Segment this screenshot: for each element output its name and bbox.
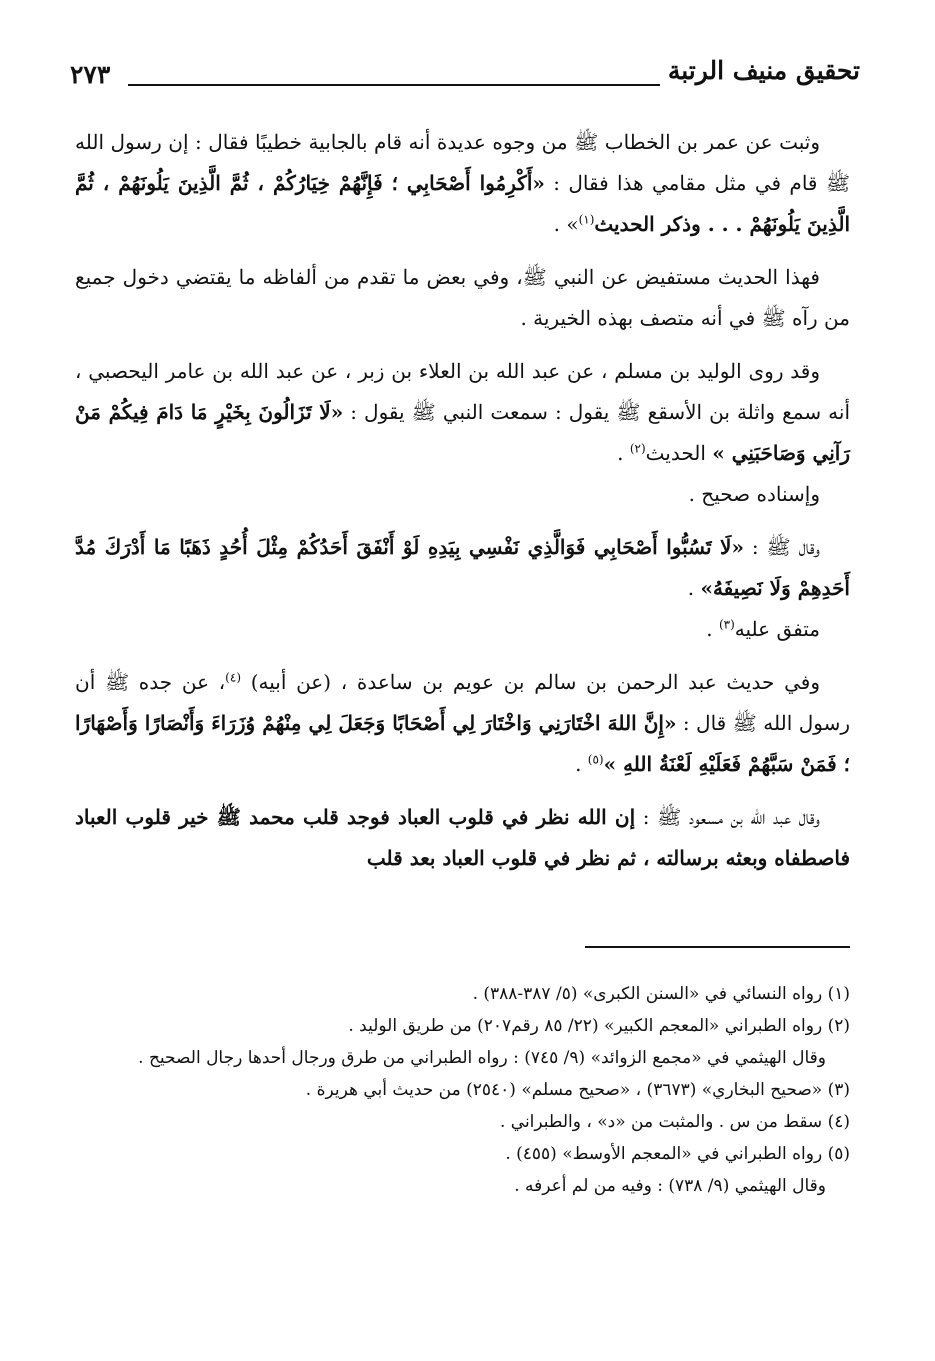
footnote-3: (٣) «صحيح البخاري» (٣٦٧٣) ، «صحيح مسلم» (٢٥٤٠) من حديث أبي هريرة . xyxy=(305,1080,850,1100)
paragraph-mustafid xyxy=(75,257,850,339)
footnote-2-continued: وقال الهيثمي في «مجمع الزوائد» (٩/ ٧٤٥) : رواه الطبراني من طرق ورجال أحدها رجال الصحيح . xyxy=(138,1048,826,1068)
hadith-quote: «إِنَّ اللهَ اخْتَارَنِي وَاخْتَارَ لِي أَصْحَابًا وَجَعَلَ لِي مِنْهُمْ وُزَرَاءَ وَأَنْصَارًا وَأَصْهَارًا ؛ فَمَنْ سَبَّهُمْ فَعَلَيْهِ لَعْنَةُ اللهِ » xyxy=(75,711,850,776)
footnote-2: (٢) رواه الطبراني «المعجم الكبير» (٢٢/ ٨٥ رقم٢٠٧) من طريق الوليد . xyxy=(348,1016,850,1036)
paragraph-text: وقد روى الوليد بن مسلم ، عن عبد الله بن العلاء بن زبر ، عن عبد الله بن عامر اليحصبي ، أنه سمع واثلة بن الأسقع ﷺ يقول : سمعت النبي ﷺ يقول : xyxy=(75,359,850,424)
hadith-quote: «لَا تَزَالُونَ بِخَيْرٍ مَا دَامَ فِيكُمْ مَنْ رَآنِي وَصَاحَبَنِي » xyxy=(75,400,850,465)
main-text xyxy=(75,122,850,891)
footnote-4: (٤) سقط من س . والمثبت من «د» ، والطبراني . xyxy=(499,1112,850,1132)
running-title: تحقيق منيف الرتبة xyxy=(667,56,860,85)
footnote-rule xyxy=(585,946,850,948)
hadith-quote: «أَكْرِمُوا أَصْحَابِي ؛ فَإِنَّهُمْ خِيَارُكُمْ ، ثُمَّ الَّذِينَ يَلُونَهُمْ ، ثُمَّ الَّذِينَ يَلُونَهُمْ . . . وذكر الحديث xyxy=(75,171,850,236)
header-rule xyxy=(128,84,660,86)
hadith-quote: «لَا تَسُبُّوا أَصْحَابِي فَوَالَّذِي نَفْسِي بِيَدِهِ لَوْ أَنْفَقَ أَحَدُكُمْ مِثْلَ أُحُدٍ ذَهَبًا مَا أَدْرَكَ مُدَّ أَحَدِهِمْ وَلَا نَصِيفَهُ» xyxy=(75,535,850,600)
footnotes xyxy=(75,978,850,1202)
paragraph-la-tasubbu xyxy=(75,527,850,609)
paragraph-end: . xyxy=(687,576,701,600)
footnote-5: (٥) رواه الطبراني في «المعجم الأوسط» (٤٥٥) . xyxy=(505,1144,850,1164)
paragraph-text: فهذا الحديث مستفيض عن النبي ﷺ، وفي بعض ما تقدم من ألفاظه ما يقتضي دخول جميع من رآه ﷺ في أنه متصف بهذه الخيرية . xyxy=(75,265,850,330)
footnote-1: (١) رواه النسائي في «السنن الكبرى» (٥/ ٣٨٧-٣٨٨) . xyxy=(472,984,850,1004)
paragraph-text: وإسناده صحيح . xyxy=(688,482,820,506)
paragraph-muttafaq xyxy=(75,609,850,650)
paragraph-walid xyxy=(75,351,850,474)
paragraph-ibn-masud xyxy=(75,797,850,879)
paragraph-end: . xyxy=(706,617,719,641)
paragraph-end: . xyxy=(617,441,630,465)
footnote-ref: (٢) xyxy=(629,441,646,456)
footnote-ref: (١) xyxy=(578,212,595,227)
paragraph-text: وقال عبد الله بن مسعود ﷺ : xyxy=(635,805,820,829)
paragraph-abdurrahman xyxy=(75,662,850,785)
footnote-5-continued: وقال الهيثمي (٩/ ٧٣٨) : وفيه من لم أعرفه . xyxy=(514,1176,826,1196)
page-header xyxy=(70,52,860,92)
paragraph-end: . xyxy=(575,752,588,776)
page-number: ٢٧٣ xyxy=(70,60,111,89)
footnote-ref: (٥) xyxy=(587,752,604,767)
paragraph-text: ، عن جده ﷺ أن رسول الله ﷺ قال : xyxy=(75,670,850,735)
footnote-ref: (٤) xyxy=(225,670,241,685)
paragraph-text: وقال ﷺ : xyxy=(743,535,820,559)
paragraph-text: الحديث xyxy=(645,441,713,465)
paragraph-umar xyxy=(75,122,850,245)
paragraph-isnad xyxy=(75,474,850,515)
paragraph-text: متفق عليه xyxy=(734,617,820,641)
paragraph-text: وثبت عن عمر بن الخطاب ﷺ من وجوه عديدة أنه قام بالجابية خطيبًا فقال : إن رسول الله ﷺ قام في مثل مقامي هذا فقال : xyxy=(75,130,850,195)
athar-quote: إن الله نظر في قلوب العباد فوجد قلب محمد ﷺ خير قلوب العباد فاصطفاه وبعثه برسالته ، ثم نظر في قلوب العباد بعد قلب xyxy=(75,805,850,870)
footnote-ref: (٣) xyxy=(718,617,735,632)
paragraph-text: وفي حديث عبد الرحمن بن سالم بن عويم بن ساعدة ، (عن أبيه) xyxy=(241,670,820,694)
paragraph-end: » . xyxy=(553,212,579,236)
